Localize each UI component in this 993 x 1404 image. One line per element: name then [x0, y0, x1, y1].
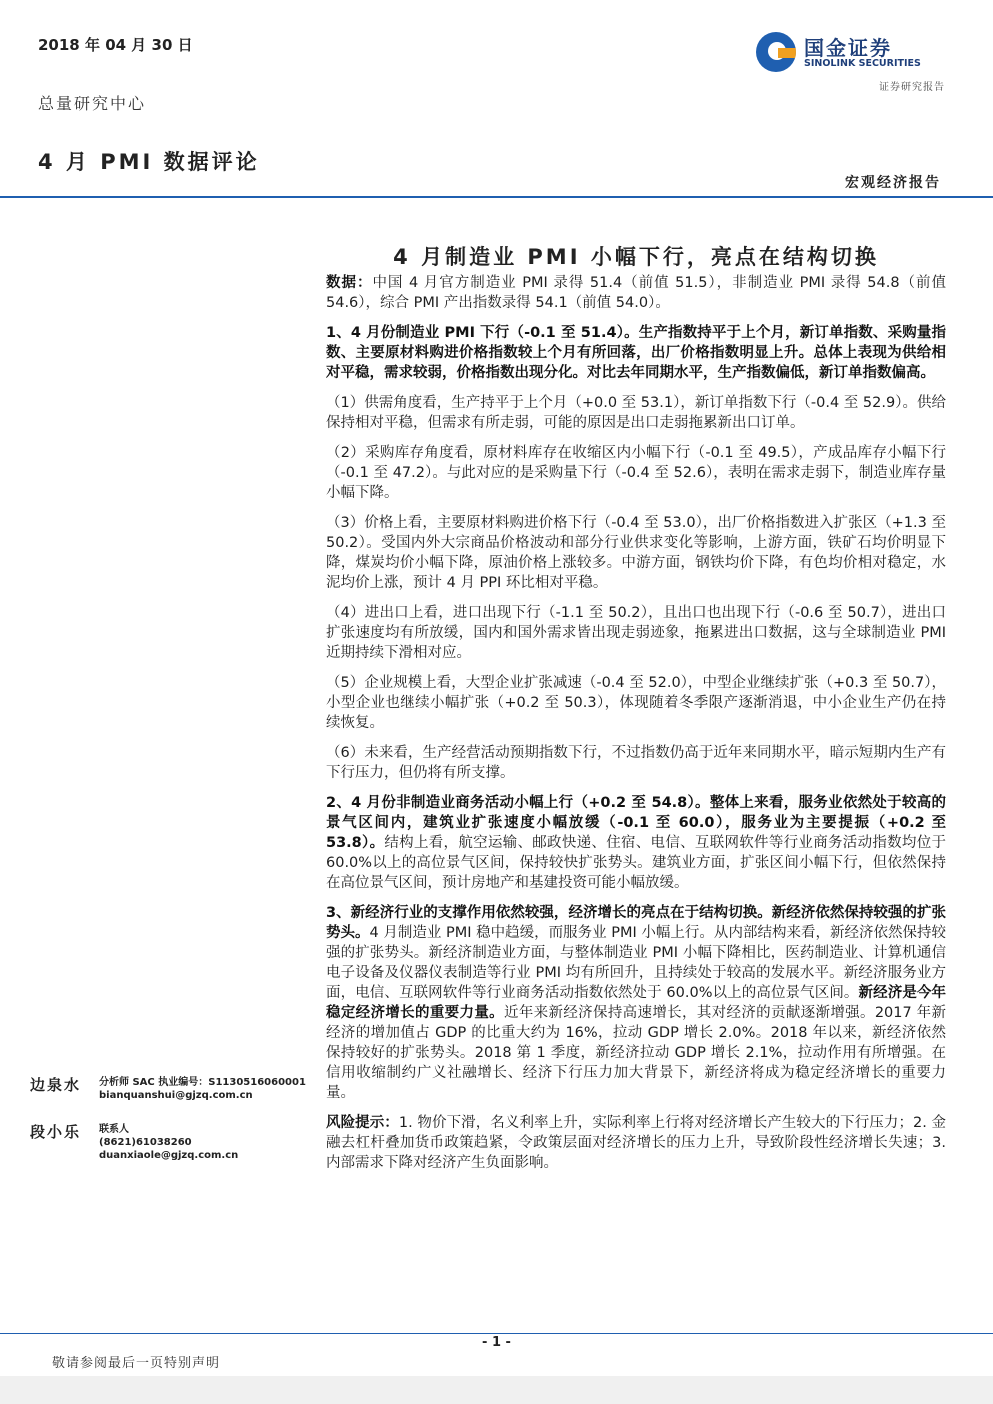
- footer-divider: [0, 1333, 993, 1334]
- logo-cn: 国金证券: [804, 36, 892, 60]
- report-date: 2018 年 04 月 30 日: [38, 36, 193, 54]
- paragraph-section-2: 2、4 月份非制造业商务活动小幅上行（+0.2 至 54.8）。整体上来看，服务业依然处于较高的景气区间内，建筑业扩张速度小幅放缓（-0.1 至 60.0），服务业为主要提振（+0.2 至 53.8）。结构上看，航空运输、邮政快递、住宿、电信、互联网软件等行业商务活动指数均位于 60.0%以上的高位景气区间，保持较快扩张势头。建筑业方面，扩张区间小幅下行，但依然保持在高位景气区间，预计房地产和基建投资可能小幅放缓。: [326, 795, 946, 891]
- contact-role: 联系人: [99, 1124, 129, 1135]
- author-sac: 分析师 SAC 执业编号：S1130516060001: [99, 1077, 306, 1088]
- author-name: 边泉水: [30, 1076, 82, 1094]
- disclaimer-note: 敬请参阅最后一页特别声明: [52, 1356, 221, 1371]
- author-info: [99, 1123, 238, 1162]
- company-logo: [756, 30, 946, 76]
- header-divider: [0, 196, 993, 198]
- paragraph-supply-demand: （1）供需角度看，生产持平于上个月（+0.0 至 53.1），新订单指数下行（-0.4 至 52.9）。供给保持相对平稳，但需求有所走弱，可能的原因是出口走弱拖累新出口订单。: [326, 395, 946, 431]
- report-type-tag: 证券研究报告: [879, 82, 945, 93]
- paragraph-risk: 风险提示：1. 物价下滑，名义利率上升，实际利率上行将对经济增长产生较大的下行压力；2. 金融去杠杆叠加货币政策趋紧，令政策层面对经济增长的压力上升，导致阶段性经济增长失速；3. 内部需求下降对经济产生负面影响。: [326, 1115, 946, 1171]
- report-category: 宏观经济报告: [845, 175, 941, 191]
- author-email[interactable]: bianquanshui@gjzq.com.cn: [99, 1090, 253, 1101]
- logo-en: SINOLINK SECURITIES: [804, 58, 921, 69]
- paragraph-data: 数据：中国 4 月官方制造业 PMI 录得 51.4（前值 51.5），非制造业 PMI 录得 54.8（前值 54.6），综合 PMI 产出指数录得 54.1（前值 54.0）。: [326, 275, 947, 311]
- headline: 4 月制造业 PMI 小幅下行，亮点在结构切换: [393, 245, 879, 269]
- paragraph-trade: （4）进出口上看，进口出现下行（-1.1 至 50.2），且出口也出现下行（-0.6 至 50.7），进出口扩张速度均有所放缓，国内和国外需求皆出现走弱迹象，拖累进出口数据，这与全球制造业 PMI近期持续下滑相对应。: [326, 605, 946, 661]
- report-title: 4 月 PMI 数据评论: [38, 150, 260, 174]
- logo-mark-icon: [756, 32, 796, 72]
- paragraph-section-3: 3、新经济行业的支撑作用依然较强，经济增长的亮点在于结构切换。新经济依然保持较强的扩张势头。4 月制造业 PMI 稳中趋缓，而服务业 PMI 小幅上行。从内部结构来看，新经济依然保持较强的扩张势头。新经济制造业方面，与整体制造业 PMI 小幅下降相比，医药制造业、计算机通信电子设备及仪器仪表制造等行业 PMI 均有所回升，且持续处于较高的发展水平。新经济服务业方面，电信、互联网软件等行业商务活动指数依然处于 60.0%以上的高位景气区间。新经济是今年稳定经济增长的重要力量。近年来新经济保持高速增长，其对经济的贡献逐渐增强。2017 年新经济的增加值占 GDP 的比重大约为 16%，拉动 GDP 增长 2.0%。2018 年以来，新经济依然保持较好的扩张势头。2018 第 1 季度，新经济拉动 GDP 增长 2.1%，拉动作用有所增强。在信用收缩制约广义社融增长、经济下行压力加大背景下，新经济将成为稳定经济增长的重要力量。: [326, 905, 947, 1101]
- page-number: - 1 -: [482, 1335, 511, 1350]
- paragraph-outlook: （6）未来看，生产经营活动预期指数下行，不过指数仍高于近年来同期水平，暗示短期内生产有下行压力，但仍将有所支撑。: [326, 745, 946, 781]
- paragraph-prices: （3）价格上看，主要原材料购进价格下行（-0.4 至 53.0），出厂价格指数进入扩张区（+1.3 至 50.2）。受国内外大宗商品价格波动和部分行业供求变化等影响，上游方面，铁矿石均价明显下降，煤炭均价小幅下降，原油价格上涨较多。中游方面，钢铁均价下降，有色均价相对稳定，水泥均价上涨，预计 4 月 PPI 环比相对平稳。: [326, 515, 946, 591]
- author-email[interactable]: duanxiaole@gjzq.com.cn: [99, 1150, 239, 1161]
- report-body: [326, 273, 946, 1183]
- paragraph-section-1: 1、4 月份制造业 PMI 下行（-0.1 至 51.4）。生产指数持平于上个月，新订单指数、采购量指数、主要原材料购进价格指数较上个月有所回落，出厂价格指数明显上升。总体上表现为供给相对平稳，需求较弱，价格指数出现分化。对比去年同期水平，生产指数偏低，新订单指数偏高。: [326, 325, 946, 381]
- page-bottom-band: [0, 1376, 993, 1404]
- research-center: 总量研究中心: [38, 94, 147, 113]
- contact-phone: (8621)61038260: [99, 1137, 192, 1148]
- paragraph-inventory: （2）采购库存角度看，原材料库存在收缩区内小幅下行（-0.1 至 49.5），产成品库存小幅下行（-0.1 至 47.2）。与此对应的是采购量下行（-0.4 至 52.6），表明在需求走弱下，制造业库存量小幅下降。: [326, 445, 946, 501]
- author-info: [99, 1076, 306, 1102]
- author-name: 段小乐: [30, 1123, 82, 1141]
- paragraph-firm-size: （5）企业规模上看，大型企业扩张减速（-0.4 至 52.0），中型企业继续扩张（+0.3 至 50.7），小型企业也继续小幅扩张（+0.2 至 50.3），体现随着冬季限产逐渐消退，中小企业生产仍在持续恢复。: [326, 675, 946, 731]
